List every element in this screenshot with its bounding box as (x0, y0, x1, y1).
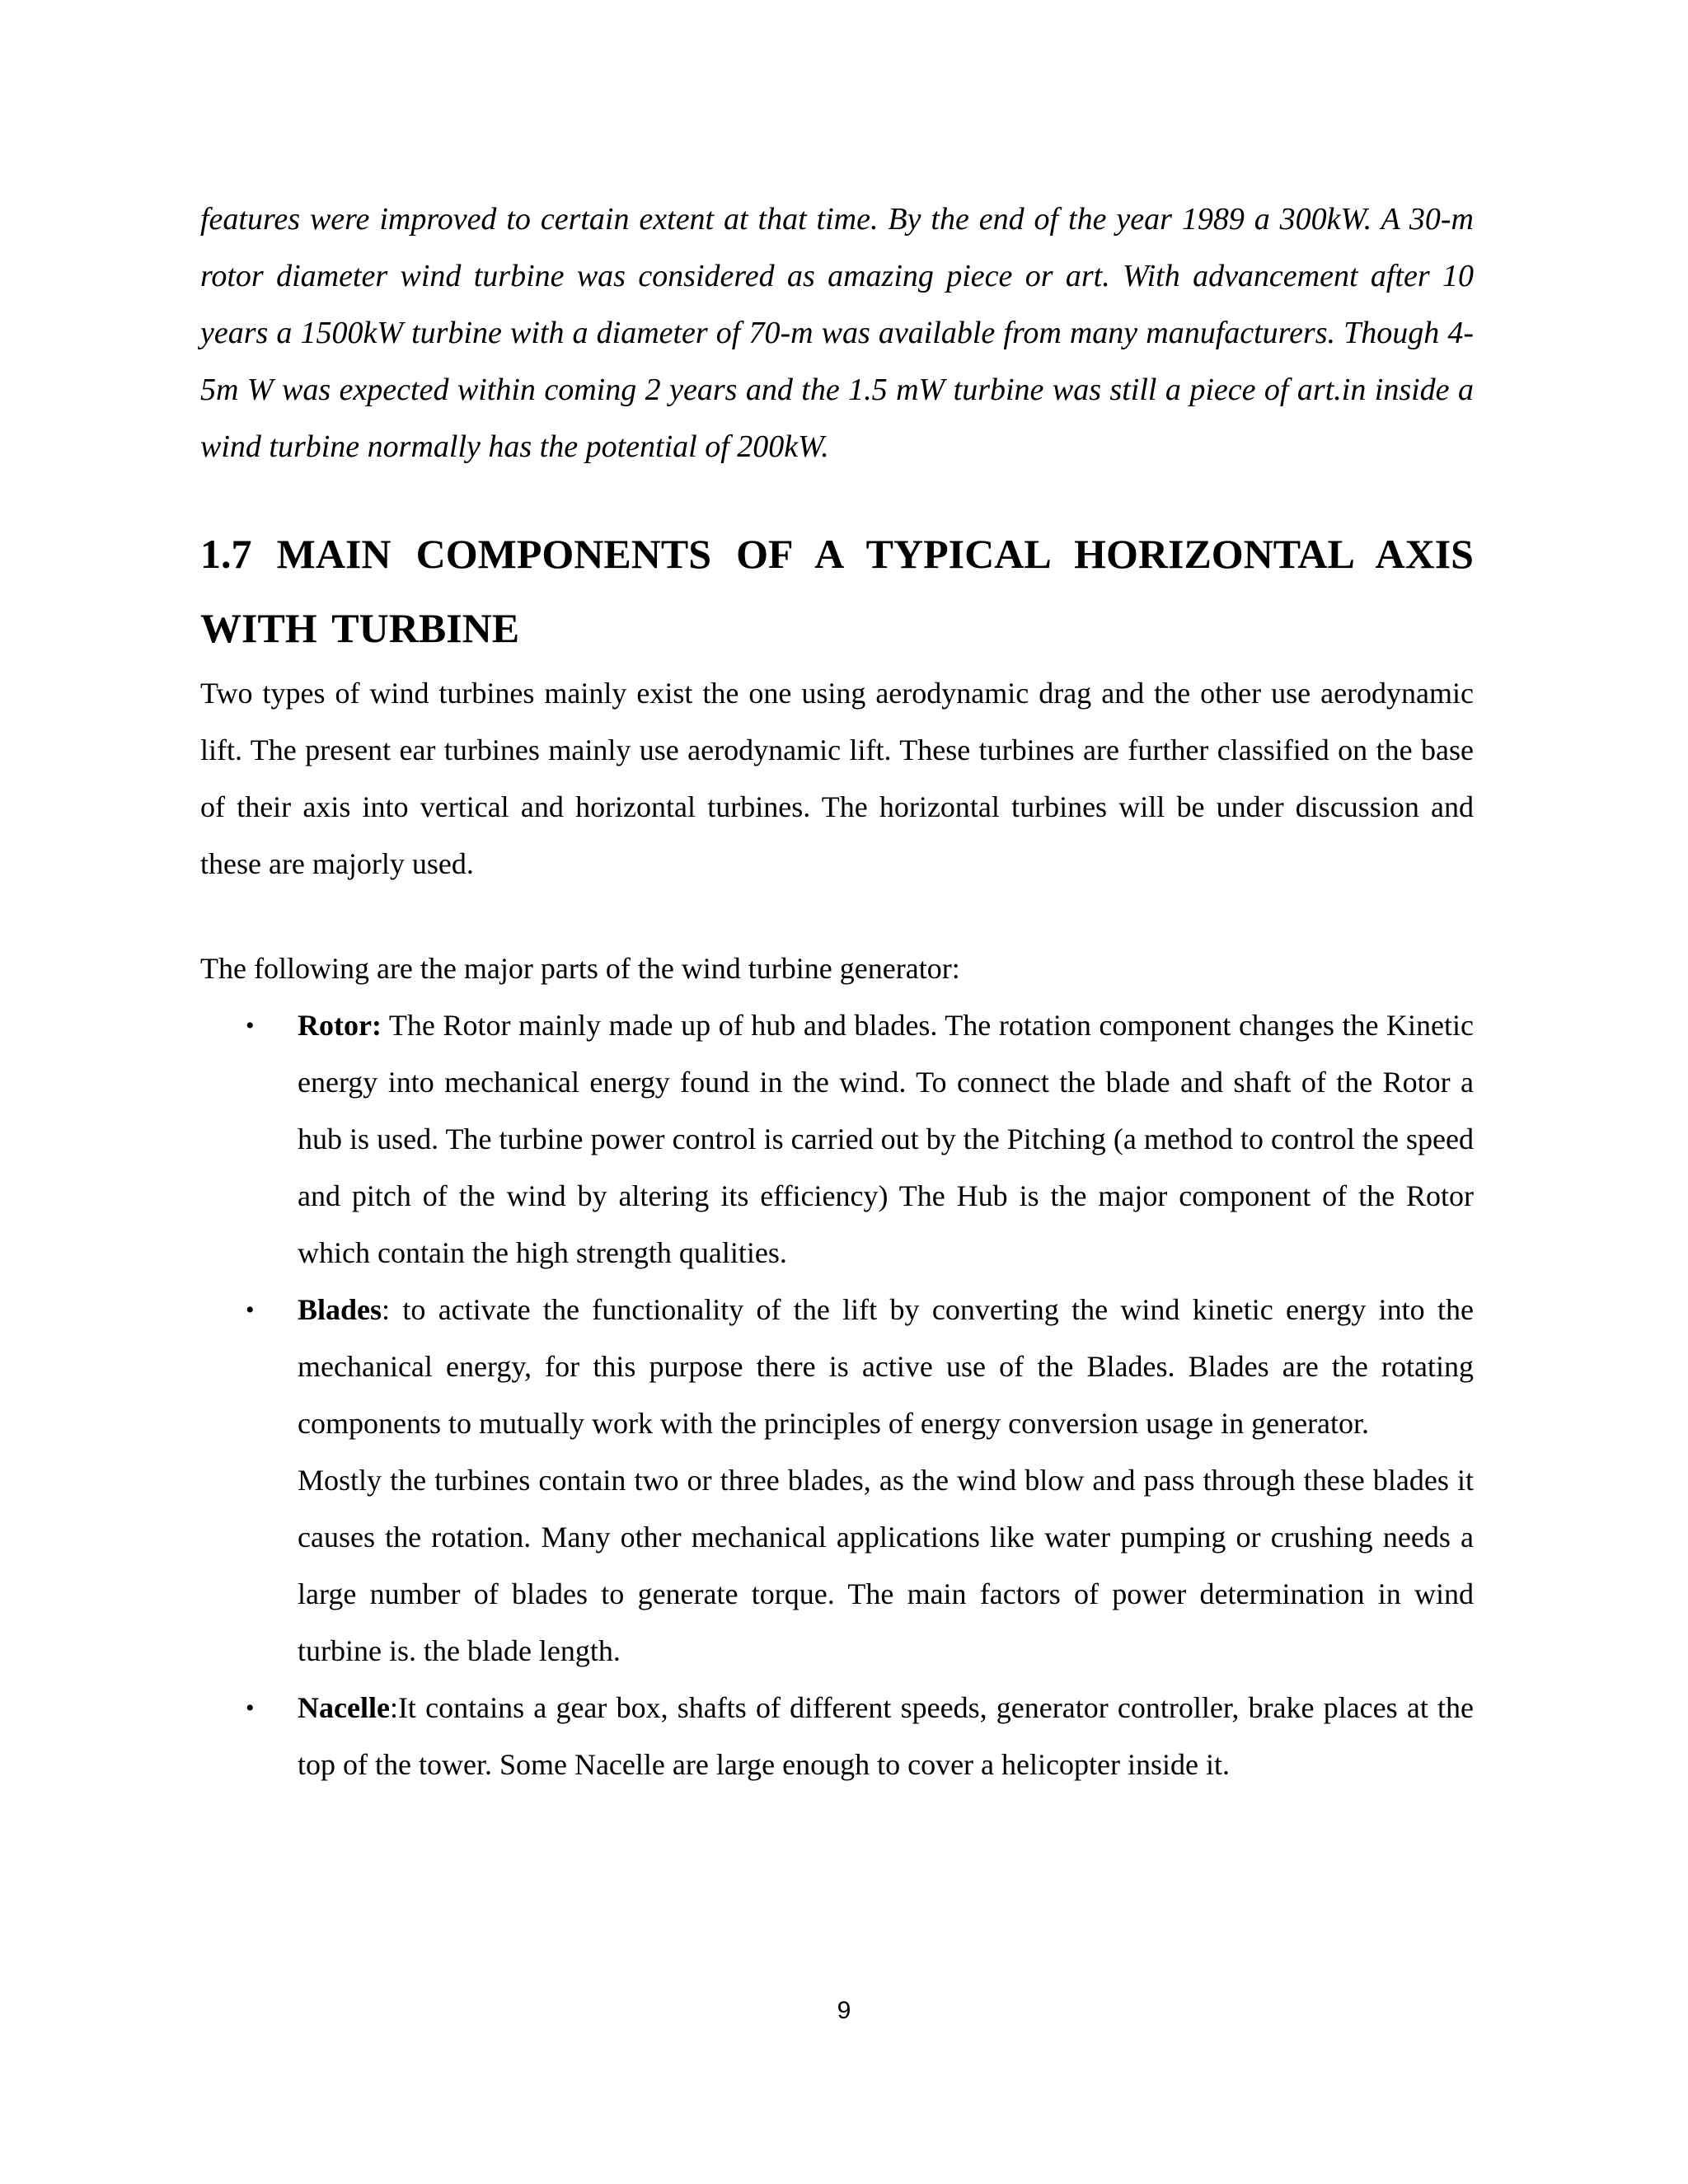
section-heading: 1.7 MAIN COMPONENTS OF A TYPICAL HORIZONTAL AXIS WITH TURBINE (200, 531, 1474, 651)
page-number: 9 (837, 1997, 851, 2024)
components-list (200, 997, 1474, 1793)
bullet-icon: • (246, 1012, 255, 1039)
list-item-blades (200, 1282, 1474, 1680)
bullet-icon: • (246, 1296, 255, 1324)
description-blades-continued: Mostly the turbines contain two or three blades, as the wind blow and pass through these blades it causes the rotation. Many other mechanical applications like water pumping or crushing needs a large number of blades to generate torque. The main factors of power determination in wind turbine is. the blade length. (298, 1464, 1474, 1667)
list-intro: The following are the major parts of the wind turbine generator: (200, 952, 960, 985)
term-blades: Blades (298, 1293, 382, 1326)
bullet-icon: • (246, 1694, 255, 1722)
term-rotor: Rotor: (298, 1009, 382, 1042)
list-item-nacelle (200, 1680, 1474, 1793)
continued-paragraph: features were improved to certain extent at that time. By the end of the year 1989 a 300kW. A 30-m rotor diameter wind turbine was considered as amazing piece or art. With advancement after 10 years a 1500kW turbine with a diameter of 70-m was available from many manufacturers. Though 4-5m W was expected within coming 2 years and the 1.5 mW turbine was still a piece of art.in inside a wind turbine normally has the potential of 200kW. (200, 202, 1474, 464)
description-rotor: The Rotor mainly made up of hub and blades. The rotation component changes the Kinetic energy into mechanical energy found in the wind. To connect the blade and shaft of the Rotor a hub is used. The turbine power control is carried out by the Pitching (a method to control the speed and pitch of the wind by altering its efficiency) The Hub is the major component of the Rotor which contain the high strength qualities. (298, 1009, 1474, 1269)
description-nacelle: :It contains a gear box, shafts of different speeds, generator controller, brake places at the top of the tower. Some Nacelle are large enough to cover a helicopter inside it. (298, 1691, 1474, 1781)
term-nacelle: Nacelle (298, 1691, 390, 1724)
description-blades: : to activate the functionality of the lift by converting the wind kinetic energy into the mechanical energy, for this purpose there is active use of the Blades. Blades are the rotating components to mutually work with the principles of energy conversion usage in generator. (298, 1293, 1474, 1440)
list-item-rotor (200, 997, 1474, 1282)
section-paragraph: Two types of wind turbines mainly exist the one using aerodynamic drag and the other use aerodynamic lift. The present ear turbines mainly use aerodynamic lift. These turbines are further classified on the base of their axis into vertical and horizontal turbines. The horizontal turbines will be under discussion and these are majorly used. (200, 677, 1474, 880)
page-content (200, 191, 1474, 1793)
